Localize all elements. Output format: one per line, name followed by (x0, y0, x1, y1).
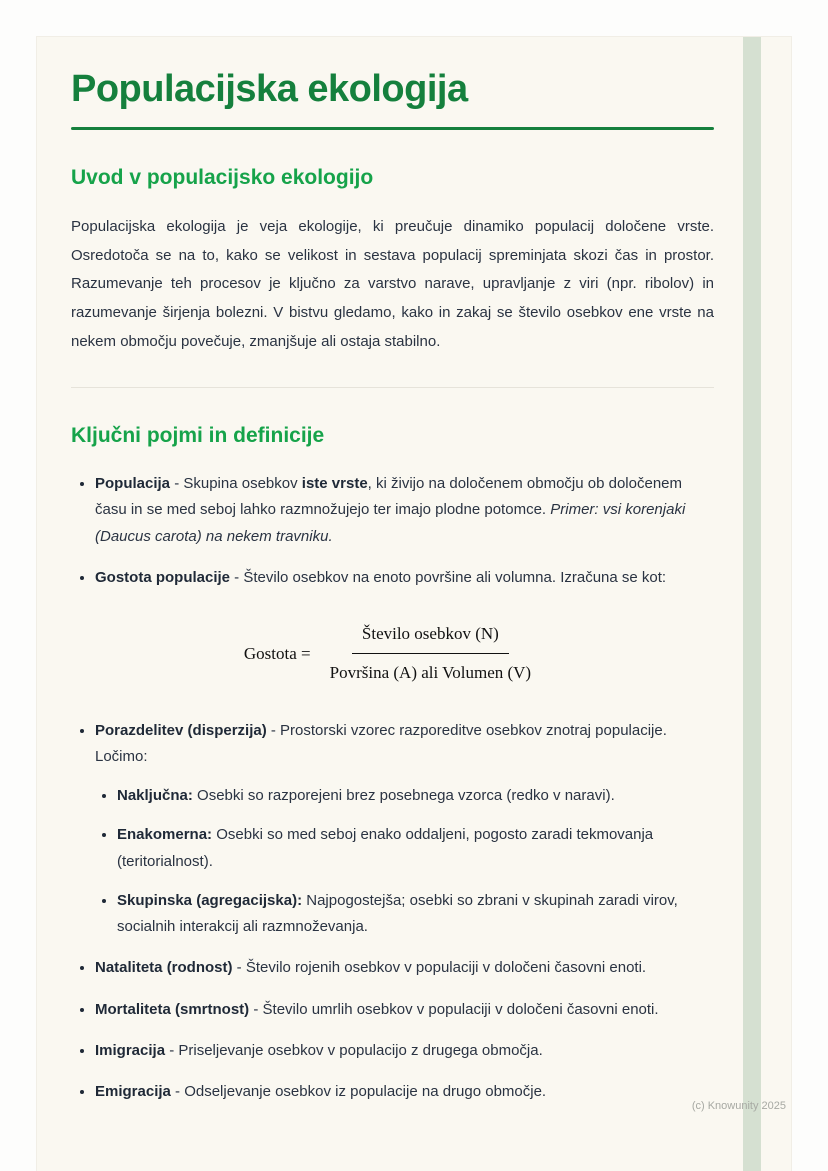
list-item-gostota (95, 565, 714, 688)
formula-denominator: Površina (A) ali Volumen (V) (329, 662, 532, 682)
section-heading-kljucni-pojmi: Ključni pojmi in definicije (71, 423, 325, 447)
term-nataliteta: Nataliteta (rodnost) (95, 959, 233, 977)
term-porazdelitev: Porazdelitev (disperzija) (95, 721, 267, 739)
dispersion-sublist (95, 783, 714, 940)
term-nakljucna: Naključna: (117, 787, 193, 805)
definition-text: - Prostorski vzorec razporeditve osebkov znotraj populacije. Ločimo: (95, 721, 667, 765)
definition-text: - Odseljevanje osebkov iz populacije na drugo območje. (170, 1083, 547, 1101)
formula-fraction (320, 619, 541, 688)
copyright-credit: (c) Knowunity 2025 (691, 1100, 786, 1112)
list-item-emigracija (95, 1079, 714, 1105)
term-enakomerna: Enakomerna: (117, 826, 213, 844)
definition-text: Osebki so med seboj enako oddaljeni, pogosto zaradi tekmovanja (teritorialnost). (117, 826, 654, 870)
list-item-populacija (95, 471, 714, 550)
definition-text: - Število osebkov na enoto površine ali volumna. Izračuna se kot: (230, 568, 667, 586)
term-mortaliteta: Mortaliteta (smrtnost) (95, 1000, 250, 1018)
term-imigracija: Imigracija (95, 1041, 166, 1059)
definition-text: Najpogostejša; osebki so zbrani v skupinah zaradi virov, socialnih interakcij ali razmnoževanja. (117, 891, 678, 936)
page-title: Populacijska ekologija (71, 68, 468, 110)
emphasis-iste-vrste: iste vrste (301, 475, 368, 493)
list-item-enakomerna (117, 822, 714, 875)
definition-text: - Število rojenih osebkov v populaciji v določeni časovni enoti. (232, 959, 647, 977)
term-populacija: Populacija (95, 475, 171, 493)
definition-text: , ki živijo na določenem območju ob določenem času in se med seboj lahko razmnožujejo ter imajo plodne potomce. (95, 475, 682, 519)
section-heading-uvod: Uvod v populacijsko ekologijo (71, 165, 374, 189)
term-skupinska: Skupinska (agregacijska): (117, 891, 303, 909)
term-gostota: Gostota populacije (95, 568, 231, 586)
list-item-nataliteta (95, 955, 714, 981)
definition-text: - Število umrlih osebkov v populaciji v določeni časovni enoti. (249, 1000, 659, 1018)
term-emigracija: Emigracija (95, 1083, 171, 1101)
title-rule (71, 127, 714, 130)
list-item-mortaliteta (95, 997, 714, 1023)
list-item-skupinska (117, 888, 714, 941)
document-page (36, 36, 792, 1171)
list-item-nakljucna (117, 783, 714, 809)
section-divider (71, 387, 714, 388)
definition-text: - Skupina osebkov (170, 475, 302, 493)
concepts-list (71, 471, 714, 1105)
definition-text: Osebki so razporejeni brez posebnega vzorca (redko v naravi). (192, 787, 615, 805)
formula-numerator: Število osebkov (N) (352, 619, 509, 654)
list-item-porazdelitev (95, 718, 714, 941)
intro-paragraph: Populacijska ekologija je veja ekologije, ki preučuje dinamiko populacij določene vrste. Osredotoča se na to, kako se velikost in sestava populacij spreminjata skozi čas in prostor. Razumevanje teh procesov je ključno za varstvo narave, upravljanje z viri (npr. ribolov) in razumevanje širjenja bolezni. V bistvu gledamo, kako in zakaj se število osebkov ene vrste na nekem območju povečuje, zmanjšuje ali ostaja stabilno. (71, 217, 714, 351)
list-item-imigracija (95, 1038, 714, 1064)
document-content (37, 37, 791, 1160)
definition-text: - Priseljevanje osebkov v populacijo z drugega območja. (165, 1041, 543, 1059)
formula-lhs: Gostota = (243, 643, 311, 663)
example-text: Primer: vsi korenjaki (Daucus carota) na nekem travniku. (95, 501, 686, 545)
density-formula (71, 619, 714, 688)
